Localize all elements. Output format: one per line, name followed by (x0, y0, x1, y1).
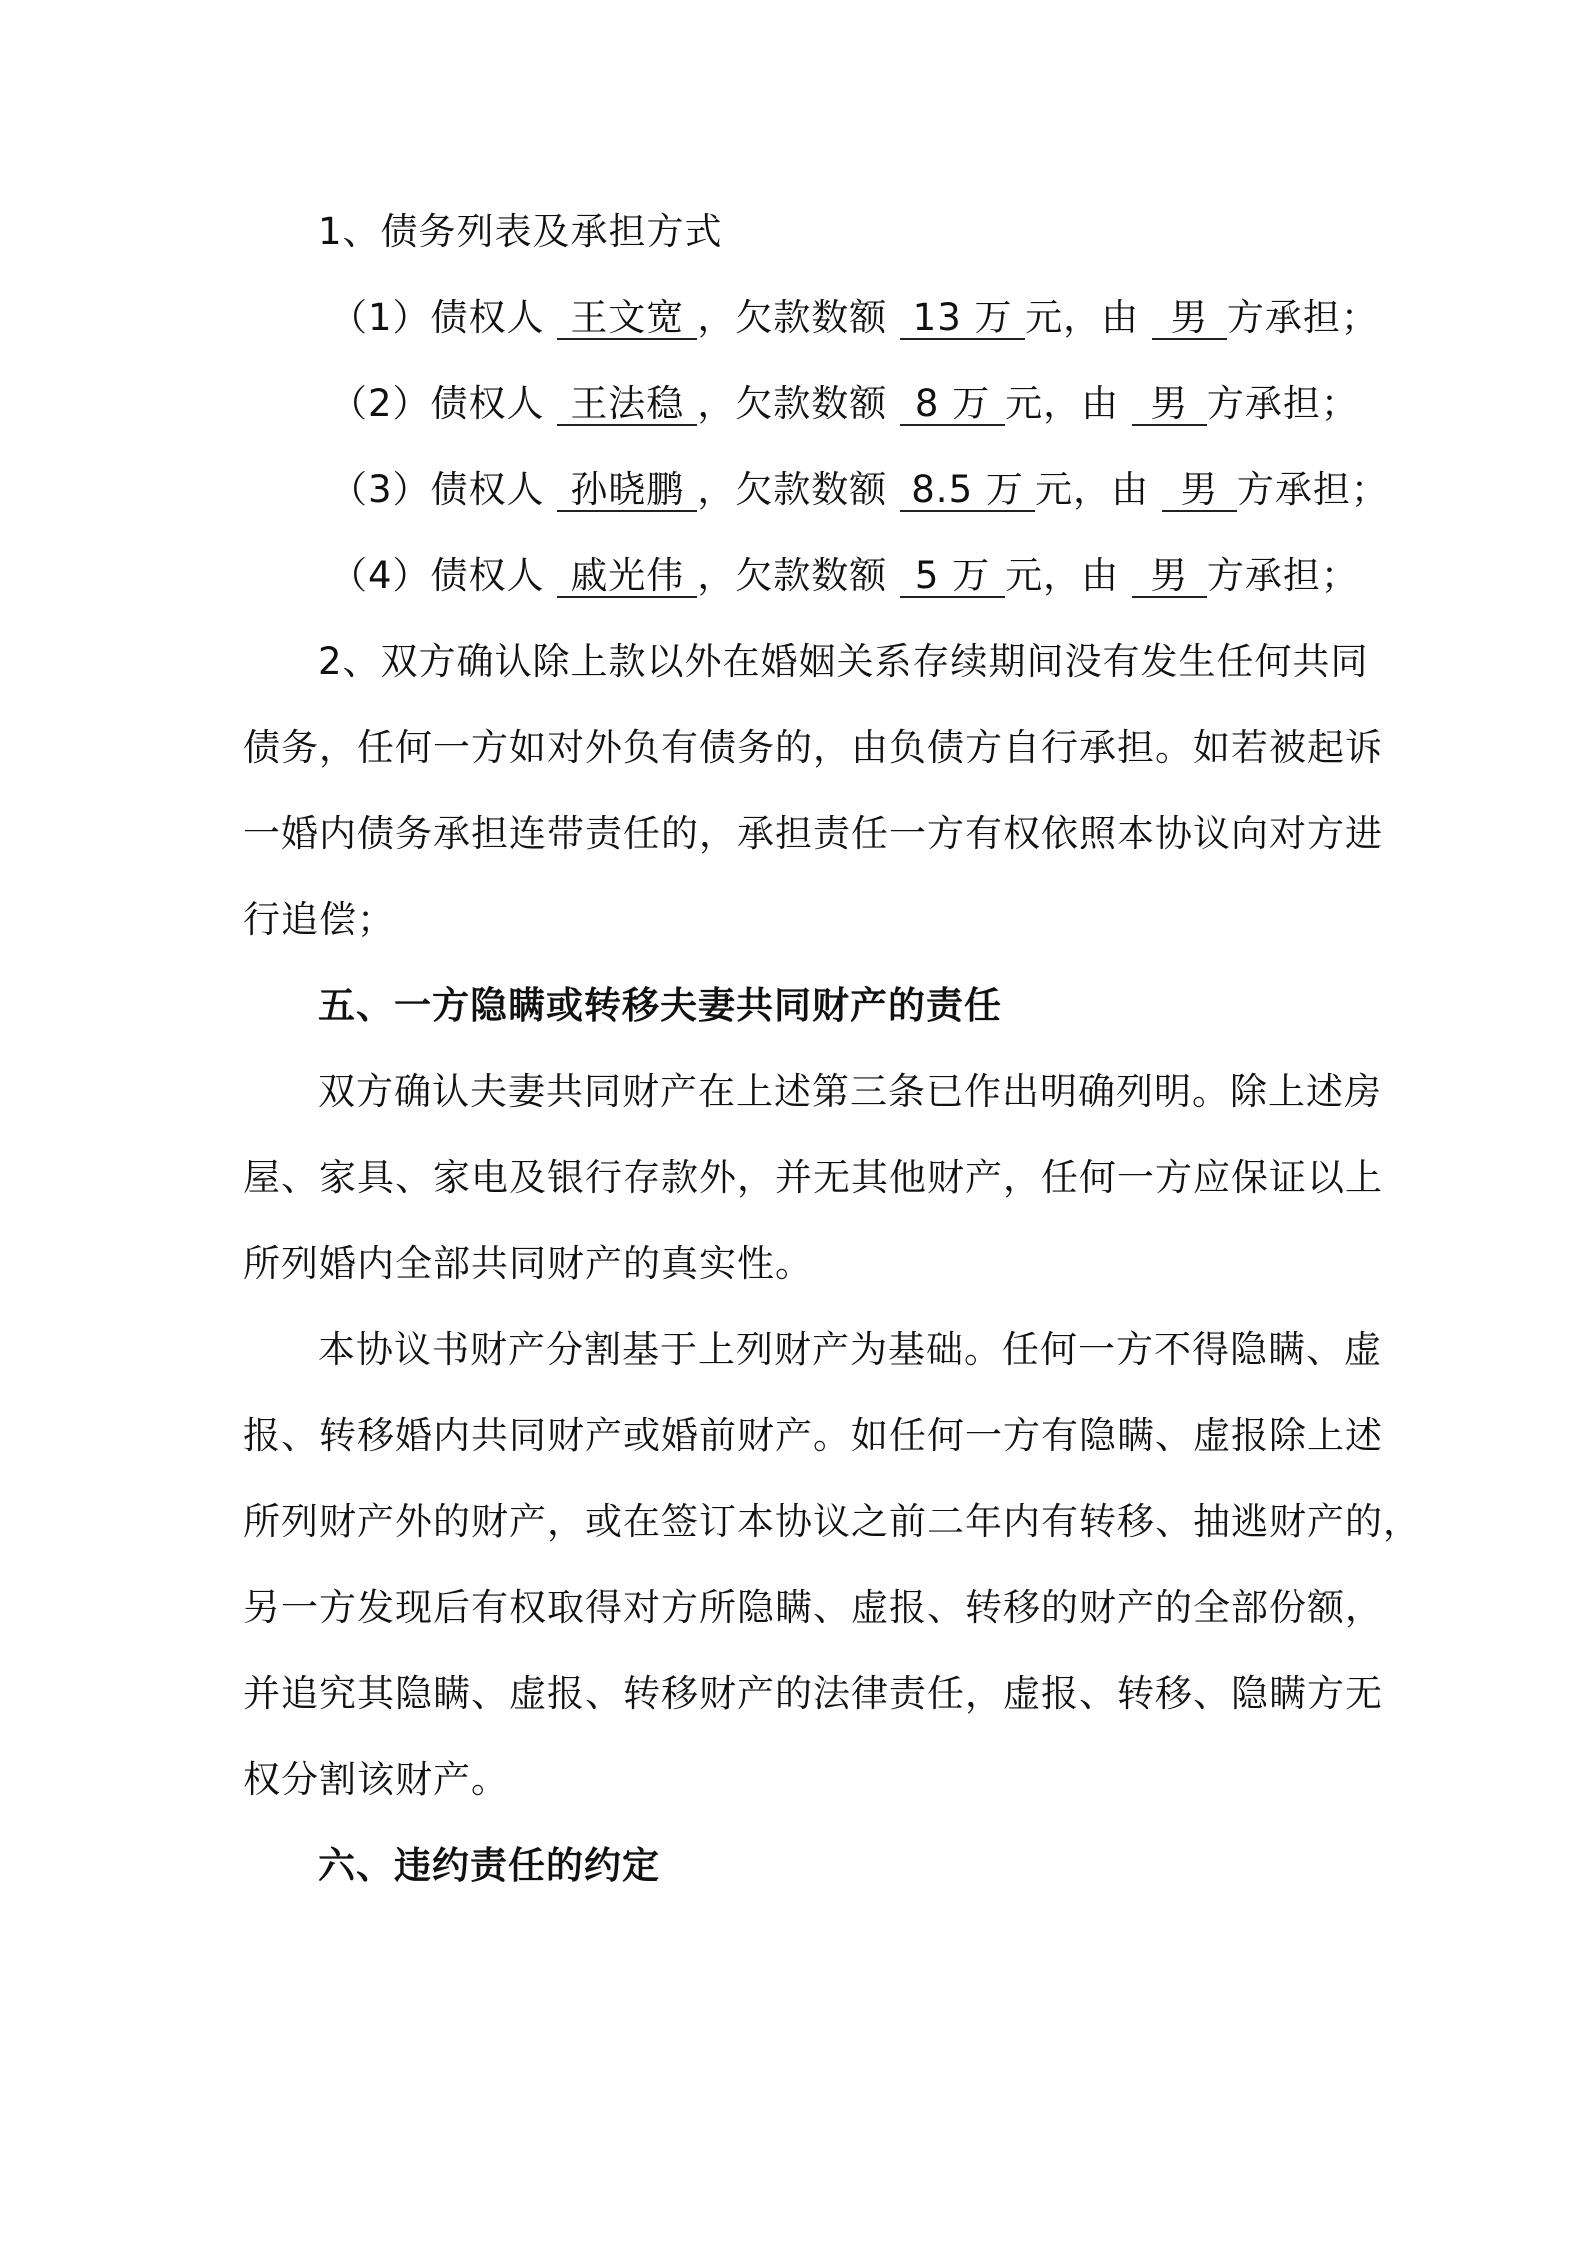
clause-2-line-4: 行追偿； (243, 898, 395, 941)
amount-field: 8.5 万 (900, 470, 1035, 512)
section-5-p2-line-3: 所列财产外的财产，或在签订本协议之前二年内有转移、抽逃财产的， (243, 1500, 1421, 1543)
section-5-p2-line-2: 报、转移婚内共同财产或婚前财产。如任何一方有隐瞒、虚报除上述 (243, 1414, 1383, 1457)
creditor-field: 戚光伟 (557, 556, 697, 598)
party-field: 男 (1132, 384, 1207, 426)
amount-field: 5 万 (900, 556, 1005, 598)
party-field: 男 (1132, 556, 1207, 598)
clause-2-line-1: 2、双方确认除上款以外在婚姻关系存续期间没有发生任何共同 (318, 640, 1369, 683)
clause-2-line-2: 债务，任何一方如对外负有债务的，由负债方自行承担。如若被起诉 (243, 726, 1383, 769)
creditor-field: 孙晓鹏 (557, 470, 697, 512)
section-5-p2-line-5: 并追究其隐瞒、虚报、转移财产的法律责任，虚报、转移、隐瞒方无 (243, 1672, 1383, 1715)
creditor-field: 王法稳 (557, 384, 697, 426)
debt-item-4: （4）债权人 戚光伟 ，欠款数额 5 万 元，由 男 方承担； (330, 554, 1359, 597)
debt-item-3: （3）债权人 孙晓鹏 ，欠款数额 8.5 万 元，由 男 方承担； (330, 468, 1389, 511)
section-5-p1-line-3: 所列婚内全部共同财产的真实性。 (243, 1242, 813, 1285)
debt-item-1: （1）债权人 王文宽 ，欠款数额 13 万 元，由 男 方承担； (330, 296, 1379, 339)
party-field: 男 (1152, 298, 1227, 340)
debt-list-heading: 1、债务列表及承担方式 (318, 210, 723, 253)
section-5-p2-line-1: 本协议书财产分割基于上列财产为基础。任何一方不得隐瞒、虚 (318, 1328, 1382, 1371)
section-5-title: 五、一方隐瞒或转移夫妻共同财产的责任 (318, 984, 1002, 1027)
amount-field: 13 万 (900, 298, 1025, 340)
section-5-p1-line-1: 双方确认夫妻共同财产在上述第三条已作出明确列明。除上述房 (318, 1070, 1382, 1113)
amount-field: 8 万 (900, 384, 1005, 426)
section-5-p2-line-6: 权分割该财产。 (243, 1758, 509, 1801)
section-6-title: 六、违约责任的约定 (318, 1844, 660, 1887)
section-5-p2-line-4: 另一方发现后有权取得对方所隐瞒、虚报、转移的财产的全部份额， (243, 1586, 1383, 1629)
party-field: 男 (1162, 470, 1237, 512)
debt-item-2: （2）债权人 王法稳 ，欠款数额 8 万 元，由 男 方承担； (330, 382, 1359, 425)
creditor-field: 王文宽 (557, 298, 697, 340)
clause-2-line-3: 一婚内债务承担连带责任的，承担责任一方有权依照本协议向对方进 (243, 812, 1383, 855)
section-5-p1-line-2: 屋、家具、家电及银行存款外，并无其他财产，任何一方应保证以上 (243, 1156, 1383, 1199)
